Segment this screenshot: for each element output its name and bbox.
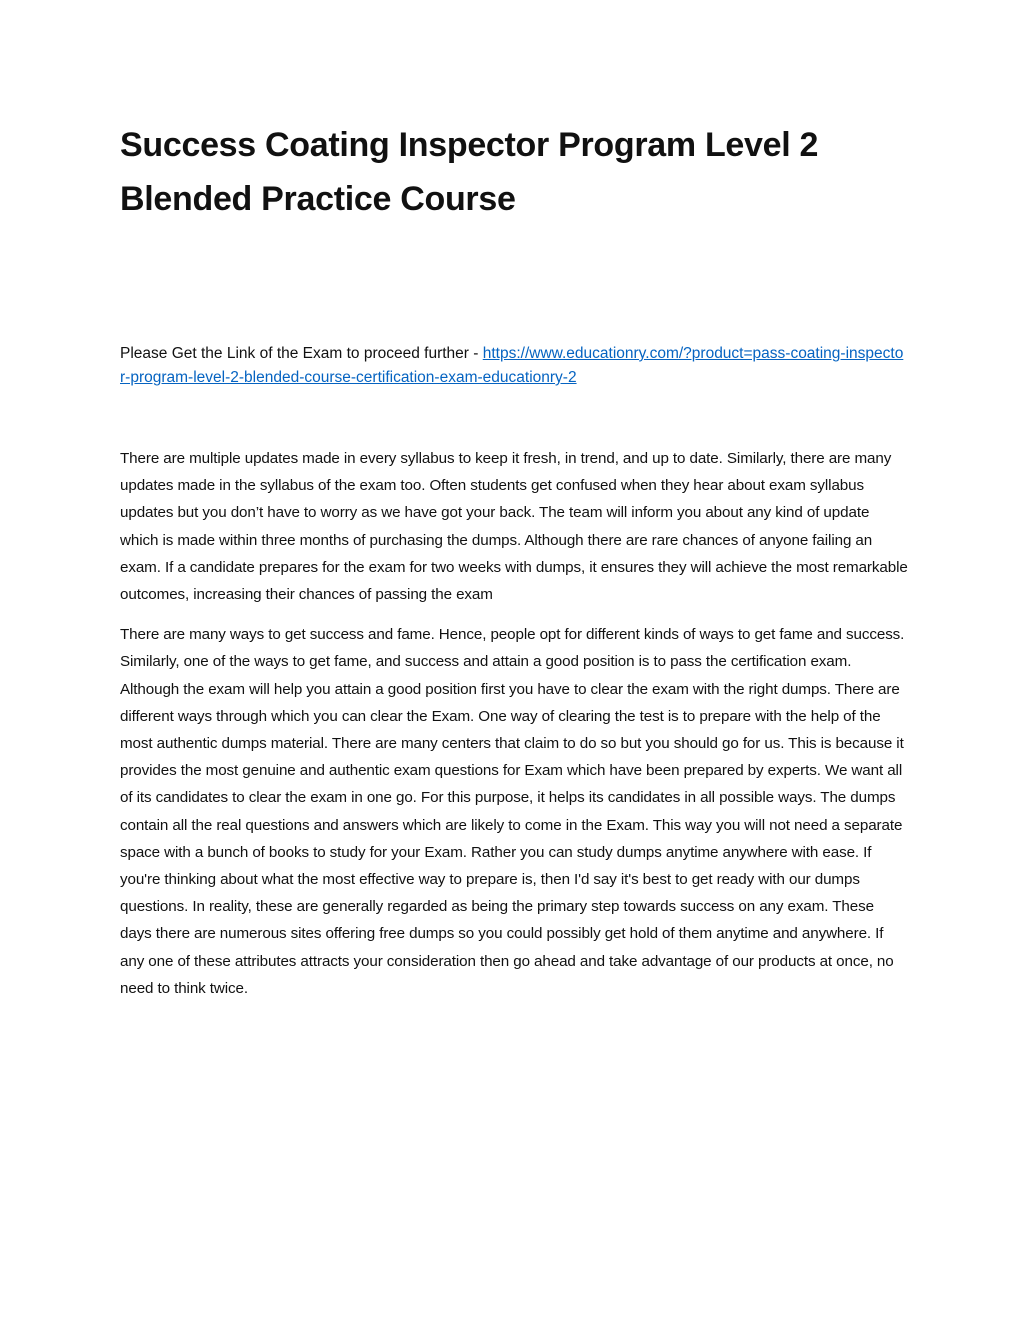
paragraph-syllabus-updates: There are multiple updates made in every syllabus to keep it fresh, in trend, and up to date. Similarly, there are many updates made in the syllabus of the exam too. Often students get confused when they hear about exam syllabus updates but you don’t have to worry as we have got your back. The team will inform you about any kind of update which is made within three months of purchasing the dumps. Although there are rare chances of anyone failing an exam. If a candidate prepares for the exam for two weeks with dumps, it ensures they will achieve the most remarkable outcomes, increasing their chances of passing the exam — [120, 450, 908, 604]
paragraph-success-and-fame: There are many ways to get success and fame. Hence, people opt for different kinds of ways to get fame and success. Similarly, one of the ways to get fame, and success and attain a good position is to pass the certification exam. Although the exam will help you attain a good position first you have to clear the exam with the right dumps. There are different ways through which you can clear the Exam. One way of clearing the test is to prepare with the help of the most authentic dumps material. There are many centers that claim to do so but you should go for us. This is because it provides the most genuine and authentic exam questions for Exam which have been prepared by experts. We want all of its candidates to clear the exam in one go. For this purpose, it helps its candidates in all possible ways. The dumps contain all the real questions and answers which are likely to come in the Exam. This way you will not need a separate space with a bunch of books to study for your Exam. Rather you can study dumps anytime anywhere with ease. If you're thinking about what the most effective way to prepare is, then I'd say it's best to get ready with our dumps questions. In reality, these are generally regarded as being the primary step towards success on any exam. These days there are numerous sites offering free dumps so you could possibly get hold of them anytime and anywhere. If any one of these attributes attracts your consideration then go ahead and take advantage of our products at once, no need to think twice. — [120, 626, 905, 997]
document-body — [120, 445, 908, 1015]
exam-link[interactable]: https://www.educationry.com/?product=pass-coating-inspector-program-level-2-blended-course-certification-exam-educationry-2 — [120, 345, 904, 386]
document-title: Success Coating Inspector Program Level 2 Blended Practice Course — [120, 126, 819, 218]
intro-text: Please Get the Link of the Exam to proceed further - — [120, 345, 483, 362]
exam-link-intro — [120, 342, 908, 390]
document-page — [120, 118, 908, 997]
